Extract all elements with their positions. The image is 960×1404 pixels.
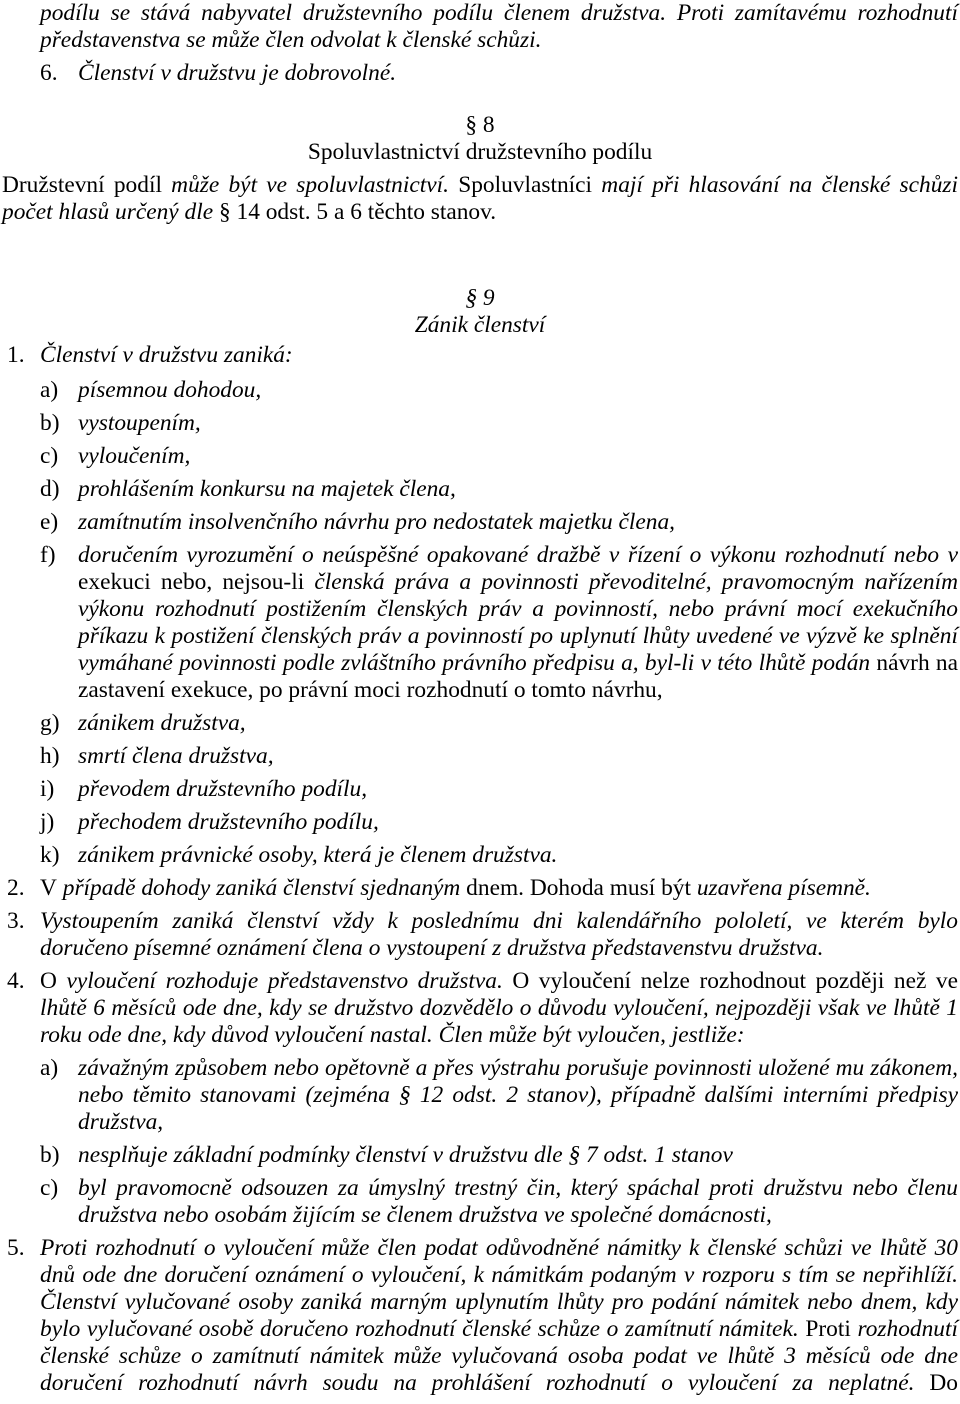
item-number: 6. — [40, 60, 58, 86]
text-segment: rozhodnutí členské schůze o zamítnutí námitek může vylučovaná osoba podat ve lhůtě 3 měsíců ode dne doručení rozhodnutí návrh soudu na prohlášení rozhodnutí o vyloučení za neplatné. — [40, 1316, 958, 1396]
list-item — [2, 842, 958, 869]
list-label: k) — [40, 842, 60, 868]
list-item — [2, 1055, 958, 1136]
list-text: byl pravomocně odsouzen za úmyslný trestný čin, který spáchal proti družstvu nebo členu družstva nebo osobám žijícím se členem družstva ve společné domácnosti, — [78, 1175, 958, 1228]
text-segment: exekuci nebo, nejsou-li — [78, 569, 305, 595]
list-text: zánikem právnické osoby, která je členem družstva. — [78, 842, 558, 868]
list-text: zánikem družstva, — [78, 710, 246, 736]
text-segment: O — [40, 968, 57, 994]
text-segment: uzavřena písemně. — [690, 875, 871, 901]
text-segment: návrh na zastavení exekuce, po právní moci rozhodnutí o tomto návrhu, — [78, 650, 959, 703]
list-label: e) — [40, 509, 59, 535]
list-label: d) — [40, 476, 60, 502]
paragraph-4 — [2, 968, 958, 1049]
section-8-title: Spoluvlastnictví družstevního podílu — [307, 139, 653, 165]
section-9-mark: § 9 — [465, 285, 495, 311]
list-text: prohlášením konkursu na majetek člena, — [78, 476, 456, 502]
paragraph-3 — [2, 908, 958, 962]
list-text: nesplňuje základní podmínky členství v družstvu dle § 7 odst. 1 stanov — [78, 1142, 733, 1168]
list-text: převodem družstevního podílu, — [78, 776, 368, 802]
list-item — [2, 476, 958, 503]
text-segment: V — [40, 875, 57, 901]
paragraph-number: 4. — [7, 968, 25, 994]
list-text: vyloučením, — [78, 443, 191, 469]
list-label: g) — [40, 710, 60, 736]
text-segment: Do — [929, 1370, 958, 1396]
list-label: c) — [40, 1175, 59, 1201]
list-item — [2, 743, 958, 770]
section-8-paragraph — [2, 172, 958, 226]
list-item — [2, 410, 958, 437]
section-8-mark: § 8 — [465, 112, 495, 138]
list-item — [2, 542, 958, 704]
paragraph-number: 2. — [7, 875, 25, 901]
list-label: a) — [40, 1055, 59, 1081]
paragraph-number: 3. — [7, 908, 25, 934]
list-label: i) — [40, 776, 55, 802]
list-item — [2, 1142, 958, 1169]
text-segment: mají při hlasování na členské schůzi počet hlasů určený dle — [2, 172, 958, 225]
paragraph-1 — [2, 342, 958, 369]
text-segment: může být ve spoluvlastnictví. — [161, 172, 459, 198]
list-text: vystoupením, — [78, 410, 201, 436]
list-item — [2, 710, 958, 737]
paragraph-text: Vystoupením zaniká členství vždy k poslednímu dni kalendářního pololetí, ve kterém bylo doručeno písemné oznámení člena o vystoupení z družstva představenstvu družstva. — [40, 908, 958, 961]
text-segment: O vyloučení nelze rozhodnout později než ve — [512, 968, 958, 994]
text-segment: vyloučení rozhoduje představenstvo družstva. — [56, 968, 513, 994]
text-segment: doručením vyrozumění o neúspěšné opakované dražbě v řízení o výkonu rozhodnutí nebo v — [78, 542, 958, 568]
paragraph-text — [40, 875, 958, 902]
item-text: Členství v družstvu je dobrovolné. — [78, 60, 397, 86]
paragraph-text — [40, 1235, 958, 1397]
text-segment: Proti — [805, 1316, 851, 1342]
list-item — [2, 776, 958, 803]
paragraph-text: Členství v družstvu zaniká: — [40, 342, 293, 368]
text-segment: Družstevní podíl — [2, 172, 162, 198]
list-label: f) — [40, 542, 56, 568]
list-item — [2, 443, 958, 470]
list-text: písemnou dohodou, — [78, 377, 262, 403]
list-text — [78, 542, 958, 704]
text-segment: Proti rozhodnutí o vyloučení může člen podat odůvodněné námitky k členské schůzi ve lhůtě 30 dnů ode dne doručení oznámení o vyloučení, k námitkám podaným v rozporu s tím se nepřihlíží. Členství vylučované osoby zaniká marným uplynutím lhůty pro podání námitek nebo dnem, kdy bylo vylučované osobě doručeno rozhodnutí členské schůze o zamítnutí námitek. — [40, 1235, 958, 1342]
text-segment: členská práva a povinnosti převoditelné, pravomocným nařízením výkonu rozhodnutí postižením členských práv a povinností, nebo právní mocí exekučního příkazu k postižení členských práv a povinností po uplynutí lhůty uvedené ve výzvě ke splnění vymáhané povinnosti podle zvláštního právního předpisu a, byl-li v této lhůtě podán — [78, 569, 958, 676]
list-item — [2, 509, 958, 536]
list-label: j) — [40, 809, 55, 835]
paragraph-2 — [2, 875, 958, 902]
text-segment: dnem. Dohoda musí být — [460, 875, 691, 901]
list-text: závažným způsobem nebo opětovně a přes výstrahu porušuje povinnosti uložené mu zákonem, nebo těmito stanovami (zejména § 12 odst. 2 stanov), případně dalšími interními předpisy družstva, — [78, 1055, 958, 1135]
list-item — [2, 809, 958, 836]
text-segment: lhůtě 6 měsíců ode dne, kdy se družstvo dozvědělo o důvodu vyloučení, nejpozději však ve lhůtě 1 roku ode dne, kdy důvod vyloučení nastal. Člen může být vyloučen, jestliže: — [40, 995, 958, 1048]
text-segment: § 14 odst. 5 a 6 těchto stanov. — [218, 199, 497, 225]
list-item — [2, 1175, 958, 1229]
section-9-title: Zánik členství — [414, 312, 546, 338]
text-segment: případě dohody zaniká členství sjednaným — [56, 875, 461, 901]
list-label: b) — [40, 410, 60, 436]
list-text: přechodem družstevního podílu, — [78, 809, 379, 835]
list-text: zamítnutím insolvenčního návrhu pro nedostatek majetku člena, — [78, 509, 676, 535]
item-6 — [2, 60, 958, 87]
paragraph-5 — [2, 1235, 958, 1397]
text-segment: Spoluvlastníci — [458, 172, 593, 198]
paragraph-number: 1. — [7, 342, 25, 368]
list-item — [2, 377, 958, 404]
list-label: a) — [40, 377, 59, 403]
list-label: h) — [40, 743, 60, 769]
paragraph-text — [40, 968, 958, 1049]
list-text: smrtí člena družstva, — [78, 743, 274, 769]
continued-paragraph: podílu se stává nabyvatel družstevního podílu členem družstva. Proti zamítavému rozhodnutí představenstva se může člen odvolat k členské schůzi. — [40, 0, 958, 53]
list-label: b) — [40, 1142, 60, 1168]
list-label: c) — [40, 443, 59, 469]
paragraph-number: 5. — [7, 1235, 25, 1261]
